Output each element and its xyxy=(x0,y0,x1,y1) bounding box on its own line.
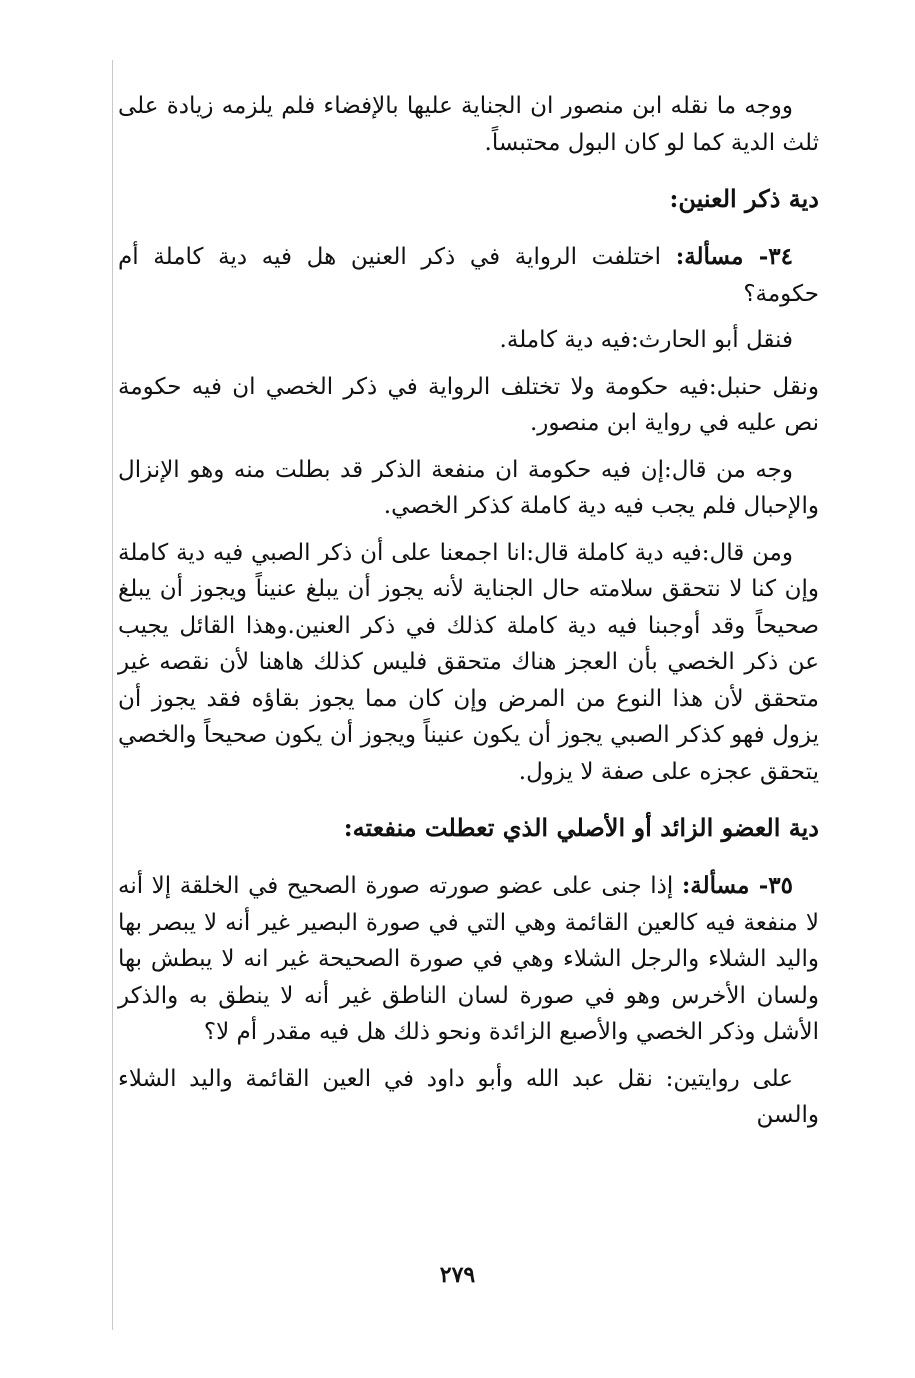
paragraph-text: فنقل أبو الحارث:فيه دية كاملة. xyxy=(499,327,793,353)
body-paragraph xyxy=(118,369,819,442)
section-heading xyxy=(118,810,819,846)
paragraph-text: ونقل حنبل:فيه حكومة ولا تختلف الرواية في ذكر الخصي ان فيه حكومة نص عليه في رواية ابن منصور. xyxy=(118,373,819,436)
body-paragraph xyxy=(118,239,819,312)
paragraph-text: إذا جنى على عضو صورته صورة الصحيح في الخلقة إلا أنه لا منفعة فيه كالعين القائمة وهي التي في صورة البصير غير أنه لا يبصر بها واليد الشلاء والرجل الشلاء وهي في صورة الصحيحة غير انه لا يبطش بها ولسان الأخرس وهو في صورة لسان الناطق غير أنه لا ينطق به والذكر الأشل وذكر الخصي والأصبع الزائدة ونحو ذلك هل فيه مقدر أم لا؟ xyxy=(118,873,819,1045)
body-paragraph xyxy=(118,535,819,791)
body-paragraph xyxy=(118,1061,819,1134)
paragraph-text: على روايتين: نقل عبد الله وأبو داود في العين القائمة واليد الشلاء والسن xyxy=(118,1065,819,1128)
paragraph-text: دية ذكر العنين: xyxy=(669,184,819,213)
body-paragraph xyxy=(118,868,819,1051)
section-heading xyxy=(118,181,819,217)
page-content xyxy=(118,88,819,1134)
body-paragraph xyxy=(118,322,819,359)
issue-number: ٣٤- مسألة: xyxy=(675,243,793,270)
paragraph-text: ومن قال:فيه دية كاملة قال:انا اجمعنا على أن ذكر الصبي فيه دية كاملة وإن كنا لا نتحقق سلامته حال الجناية لأنه يجوز أن يبلغ عنيناً ويجوز أن يبلغ صحيحاً وقد أوجبنا فيه دية كاملة كذلك في ذكر العنين.وهذا القائل يجيب عن ذكر الخصي بأن العجز هناك متحقق فليس كذلك هاهنا لأن نقصه غير متحقق لأن هذا النوع من المرض وإن كان مما يجوز بقاؤه فقد يجوز أن يزول فهو كذكر الصبي يجوز أن يكون عنيناً ويجوز أن يكون صحيحاً والخصي يتحقق عجزه على صفة لا يزول. xyxy=(118,539,819,785)
page-edge-line xyxy=(112,60,113,1330)
body-paragraph xyxy=(118,452,819,525)
issue-number: ٣٥- مسألة: xyxy=(681,872,793,899)
body-paragraph xyxy=(118,88,819,161)
paragraph-text: دية العضو الزائد أو الأصلي الذي تعطلت منفعته: xyxy=(343,813,819,842)
paragraph-text: وجه من قال:إن فيه حكومة ان منفعة الذكر قد بطلت منه وهو الإنزال والإحبال فلم يجب فيه دية كاملة كذكر الخصي. xyxy=(118,456,819,519)
page-number: ٢٧٩ xyxy=(439,1262,476,1288)
paragraph-text: ووجه ما نقله ابن منصور ان الجناية عليها بالإفضاء فلم يلزمه زيادة على ثلث الدية كما لو كان البول محتبساً. xyxy=(118,93,819,156)
paragraph-text: اختلفت الرواية في ذكر العنين هل فيه دية كاملة أم حكومة؟ xyxy=(118,244,819,307)
